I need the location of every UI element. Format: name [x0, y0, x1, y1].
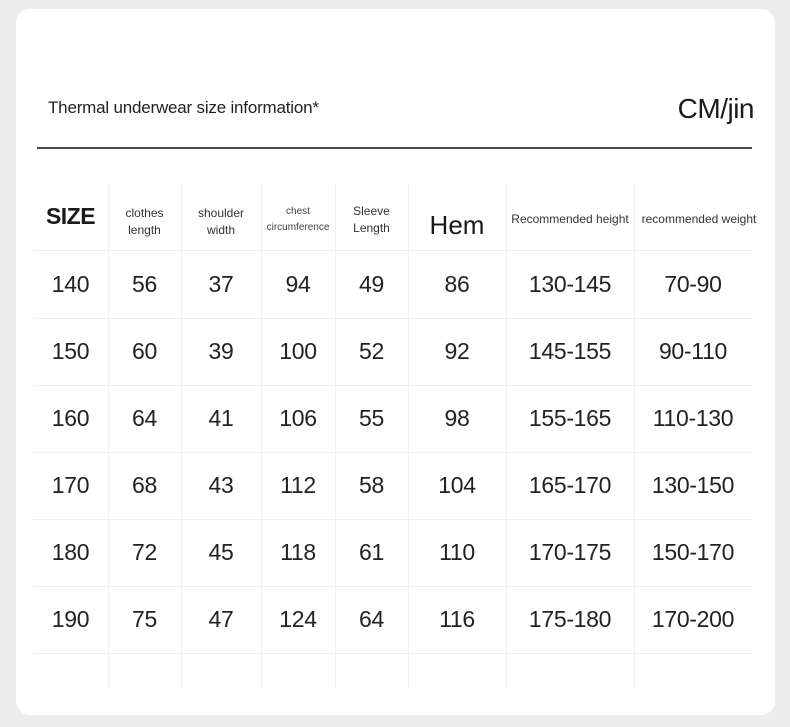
row-divider — [33, 653, 752, 654]
cell-size: 140 — [51, 270, 90, 297]
cell-recommended-height: 130-145 — [528, 270, 612, 297]
cell-size: 160 — [51, 405, 90, 431]
cell-hem: 110 — [439, 539, 475, 565]
cell-clothes-length: 56 — [132, 270, 157, 297]
cell-recommended-weight: 110-130 — [652, 405, 734, 431]
cell-sleeve-length: 61 — [359, 539, 384, 565]
cell-recommended-weight: 90-110 — [658, 338, 728, 364]
cell-hem: 98 — [444, 405, 470, 431]
cell-size: 190 — [51, 606, 90, 632]
cell-chest-circumference: 94 — [285, 270, 311, 297]
cell-clothes-length: 64 — [132, 405, 157, 431]
size-table — [33, 183, 757, 688]
cell-size: 150 — [51, 338, 90, 364]
cell-hem: 104 — [438, 472, 476, 498]
cell-recommended-height: 145-155 — [528, 338, 612, 364]
cell-chest-circumference: 124 — [279, 606, 317, 632]
cell-clothes-length: 60 — [132, 338, 157, 364]
cell-chest-circumference: 106 — [279, 405, 317, 431]
header-chest-circumference: chest circumference — [266, 205, 330, 233]
header-sleeve-length: Sleeve Length — [353, 203, 390, 235]
cell-recommended-weight: 170-200 — [651, 606, 735, 632]
cell-size: 170 — [51, 472, 90, 498]
cell-shoulder-width: 47 — [208, 606, 234, 632]
header-size: SIZE — [45, 203, 96, 229]
cell-shoulder-width: 37 — [208, 270, 234, 297]
header-hem: Hem — [429, 209, 485, 240]
cell-recommended-weight: 150-170 — [651, 539, 735, 565]
cell-recommended-weight: 130-150 — [651, 472, 735, 498]
cell-shoulder-width: 41 — [208, 405, 234, 431]
header-shoulder-width: shoulder width — [197, 205, 245, 237]
cell-sleeve-length: 64 — [359, 606, 384, 632]
header-recommended-height: Recommended height — [511, 211, 629, 226]
chart-title: Thermal underwear size information* — [48, 98, 319, 117]
cell-hem: 86 — [444, 270, 470, 297]
cell-recommended-height: 155-165 — [528, 405, 612, 431]
cell-clothes-length: 72 — [132, 539, 157, 565]
cell-chest-circumference: 118 — [280, 539, 316, 565]
header-recommended-weight: recommended weight — [641, 211, 757, 226]
cell-recommended-weight: 70-90 — [664, 270, 722, 297]
unit-label: CM/jin — [677, 93, 754, 124]
cell-clothes-length: 75 — [132, 606, 157, 632]
cell-chest-circumference: 100 — [279, 338, 317, 364]
cell-shoulder-width: 39 — [208, 338, 234, 364]
cell-clothes-length: 68 — [132, 472, 157, 498]
cell-hem: 92 — [444, 338, 470, 364]
cell-sleeve-length: 49 — [359, 270, 384, 297]
cell-recommended-height: 175-180 — [528, 606, 612, 632]
cell-chest-circumference: 112 — [280, 472, 316, 498]
cell-recommended-height: 165-170 — [528, 472, 612, 498]
cell-sleeve-length: 58 — [359, 472, 384, 498]
cell-sleeve-length: 52 — [359, 338, 384, 364]
cell-sleeve-length: 55 — [359, 405, 384, 431]
cell-shoulder-width: 43 — [208, 472, 234, 498]
cell-shoulder-width: 45 — [208, 539, 234, 565]
cell-size: 180 — [51, 539, 90, 565]
cell-recommended-height: 170-175 — [528, 539, 612, 565]
cell-hem: 116 — [439, 606, 475, 632]
title-divider — [37, 147, 752, 149]
header-clothes-length: clothes length — [125, 205, 164, 237]
